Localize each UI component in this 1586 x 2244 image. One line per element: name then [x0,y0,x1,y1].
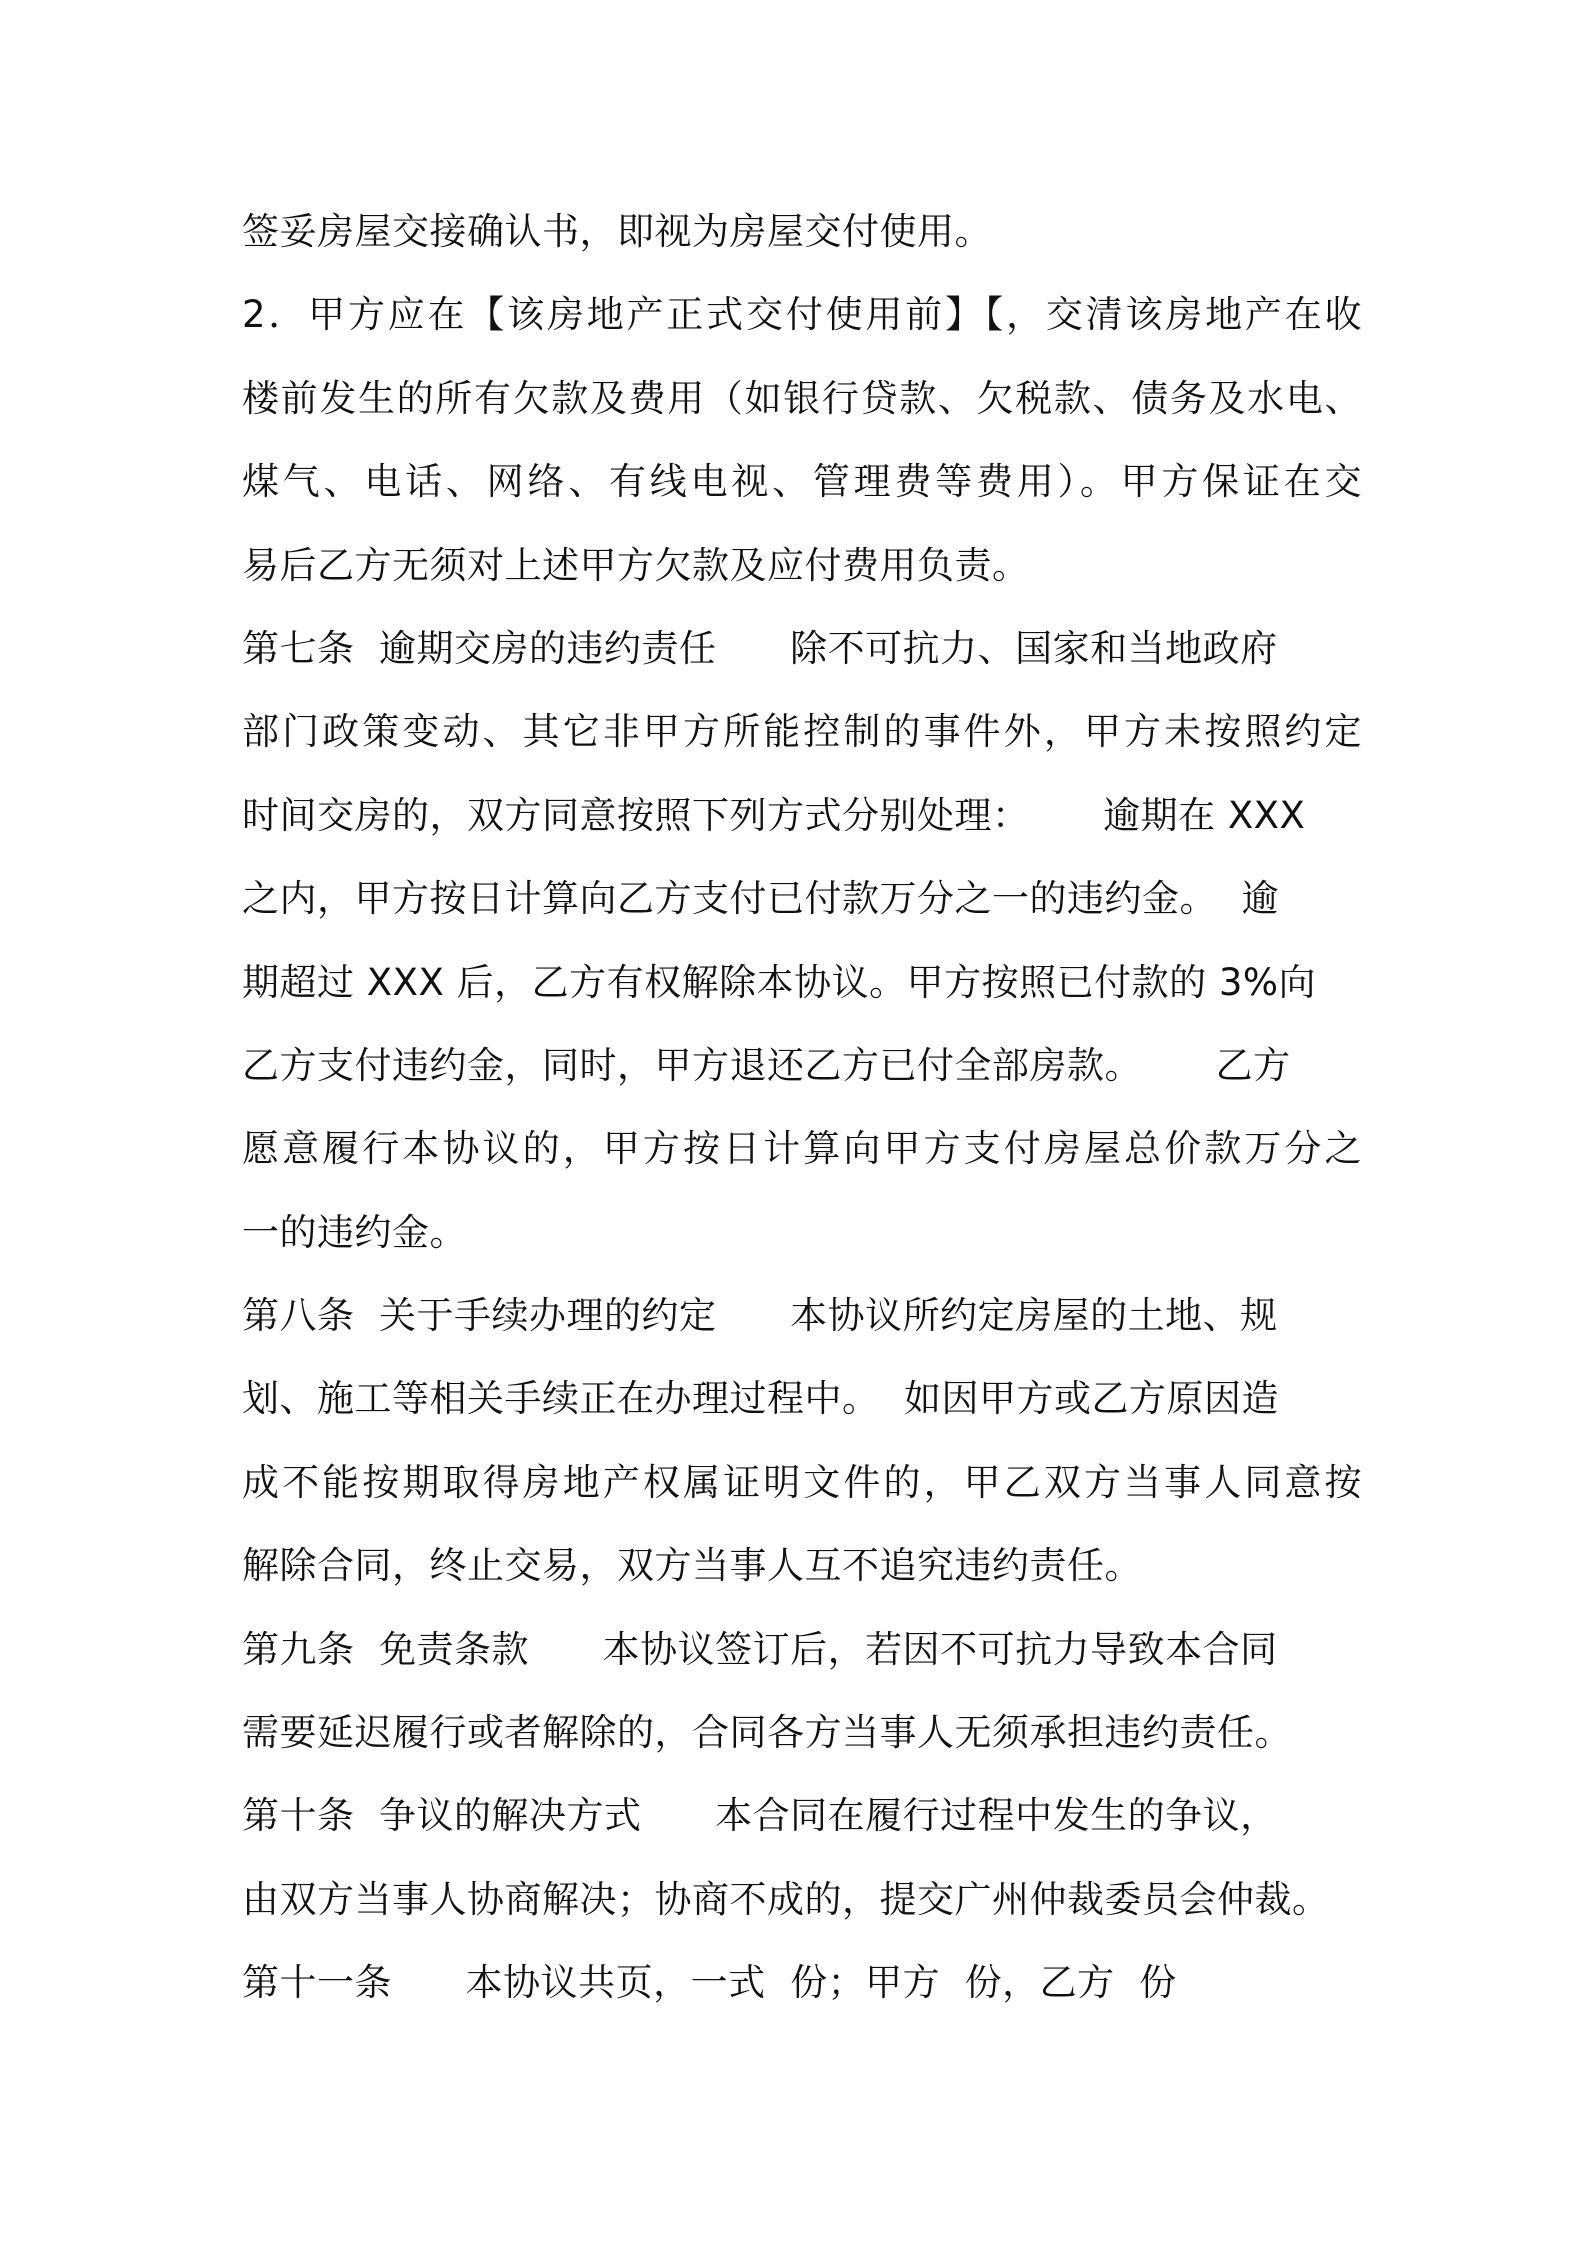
text-line: 签妥房屋交接确认书，即视为房屋交付使用。 [242,210,992,253]
text-line: 期超过 XXX 后，乙方有权解除本协议。甲方按照已付款的 3%向 [242,960,1317,1004]
text-line: 需要延迟履行或者解除的，合同各方当事人无须承担违约责任。 [242,1711,1292,1755]
article-9-heading-line: 第九条 免责条款 本协议签订后，若因不可抗力导致本合同 [242,1627,1278,1671]
text-line: 愿意履行本协议的，甲方按日计算向甲方支付房屋总价款万分之 [242,1127,1362,1171]
text-line: 一的违约金。 [242,1210,467,1254]
text-line: 乙方支付违约金，同时，甲方退还乙方已付全部房款。 乙方 [242,1043,1291,1087]
text-line: 煤气、电话、网络、有线电视、管理费等费用）。甲方保证在交 [242,460,1362,504]
text-line: 解除合同，终止交易，双方当事人互不追究违约责任。 [242,1544,1142,1588]
article-8-heading-line: 第八条 关于手续办理的约定 本协议所约定房屋的土地、规 [242,1294,1278,1338]
text-line: 时间交房的，双方同意按照下列方式分别处理： 逾期在 XXX [242,793,1306,837]
contract-body-text [242,190,1362,2025]
article-11-line: 第十一条 本协议共页，一式 份；甲方 份，乙方 份 [242,1961,1177,2005]
text-line: 由双方当事人协商解决；协商不成的，提交广州仲裁委员会仲裁。 [242,1877,1330,1921]
text-line: 划、施工等相关手续正在办理过程中。 如因甲方或乙方原因造 [242,1377,1280,1421]
text-line: 部门政策变动、其它非甲方所能控制的事件外，甲方未按照约定 [242,710,1362,754]
text-line: 2．甲方应在【该房地产正式交付使用前】【，交清该房地产在收 [242,293,1362,337]
text-line: 易后乙方无须对上述甲方欠款及应付费用负责。 [242,543,1030,587]
text-line: 之内，甲方按日计算向乙方支付已付款万分之一的违约金。 逾 [242,877,1280,921]
text-line: 楼前发生的所有欠款及费用（如银行贷款、欠税款、债务及水电、 [242,376,1362,420]
article-10-heading-line: 第十条 争议的解决方式 本合同在履行过程中发生的争议， [242,1794,1278,1838]
article-7-heading-line: 第七条 逾期交房的违约责任 除不可抗力、国家和当地政府 [242,626,1278,670]
text-line: 成不能按期取得房地产权属证明文件的，甲乙双方当事人同意按 [242,1460,1362,1504]
